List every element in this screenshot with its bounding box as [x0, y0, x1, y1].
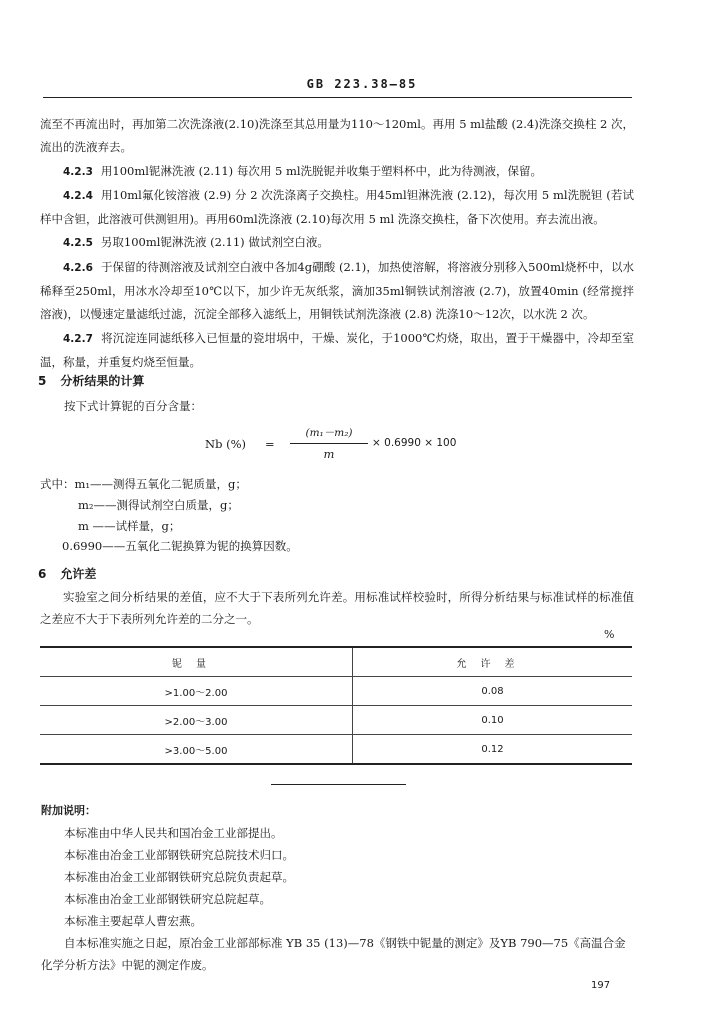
- section-title: 分析结果的计算: [60, 374, 145, 388]
- formula-equals: =: [265, 437, 275, 451]
- where-item: [78, 497, 239, 513]
- section-number: 5: [38, 374, 47, 388]
- table-cell: >2.00～3.00: [40, 706, 353, 735]
- where-item: [40, 476, 247, 492]
- section-6-text: [40, 586, 634, 630]
- section-5-heading: [38, 372, 144, 389]
- section-number: 6: [38, 567, 47, 581]
- table-cell: 0.08: [353, 677, 633, 706]
- clause-text: 另取100ml铌淋洗液 (2.11) 做试剂空白液。: [100, 235, 329, 250]
- where-desc: 五氧化二铌换算为铌的换算因数。: [125, 539, 298, 553]
- where-desc: 试样量，g；: [115, 519, 181, 533]
- column-header: 铌量: [40, 647, 353, 677]
- formula-rhs: × 0.6990 × 100: [372, 437, 457, 449]
- note-line: 本标准由冶金工业部钢铁研究总院技术归口。: [64, 848, 294, 862]
- table-header-row: [40, 647, 632, 677]
- note-line: 本标准由冶金工业部钢铁研究总院起草。: [64, 892, 271, 906]
- clause-4-2-5: [40, 231, 634, 255]
- section-5-intro: 按下式计算铌的百分含量：: [64, 399, 202, 413]
- notes-title: 附加说明：: [41, 804, 96, 817]
- table-row: [40, 706, 632, 735]
- where-symbol: m ——: [78, 519, 116, 533]
- additional-notes: [41, 800, 635, 976]
- clause-4-2-4: [40, 184, 634, 232]
- note-line: 本标准主要起草人曹宏燕。: [64, 914, 202, 928]
- clause-4-2-7: [40, 327, 634, 375]
- formula-denominator: m: [323, 447, 335, 461]
- clause-text: 于保留的待测溶液及试剂空白液中各加4g硼酸 (2.1)，加热使溶解，将溶液分别移入500ml烧杯中，以水稀释至250ml，用冰水冷却至10℃以下，加少许无灰纸浆，滴加35ml铜铁试剂溶液 (2.7)，放置40min (经常搅拌溶液)，以慢速定量滤纸过滤，沉淀全部移入滤纸上，用铜铁试剂洗涤液 (2.8) 洗涤10～12次，以水洗 2 次。: [40, 259, 634, 322]
- header-rule: [43, 97, 632, 98]
- table-cell: 0.12: [353, 735, 633, 765]
- note-line: 自本标准实施之日起，原冶金工业部部标准 YB 35 (13)—78《钢铁中铌量的测定》及YB 790—75《高温合金化学分析方法》中铌的测定作废。: [41, 936, 626, 972]
- unit-label: %: [604, 628, 615, 641]
- where-symbol: m₂——: [78, 498, 117, 512]
- clause-number: 4.2.5: [63, 237, 93, 250]
- clause-text: 用10ml氟化铵溶液 (2.9) 分 2 次洗涤离子交换柱。用45ml钽淋洗液 (2.12)，每次用 5 ml洗脱钽 (若试样中含钽，此溶液可供测钽用)。再用60ml洗涤液 (2.10)每次用 5 ml 洗涤交换柱，备下次使用。弃去流出液。: [40, 187, 634, 227]
- table-row: [40, 677, 632, 706]
- tolerance-paragraph: 实验室之间分析结果的差值，应不大于下表所列允许差。用标准试样校验时，所得分析结果与标准试样的标准值之差应不大于下表所列允许差的二分之一。: [40, 590, 634, 626]
- standard-code-header: GB 223.38—85: [306, 77, 418, 91]
- table-row: [40, 735, 632, 765]
- where-desc: 测得五氧化二铌质量，g；: [113, 477, 247, 491]
- section-6-heading: [38, 565, 96, 582]
- clause-4-2-3: [40, 160, 634, 184]
- column-header: 允许差: [353, 647, 633, 677]
- clause-number: 4.2.6: [63, 261, 93, 274]
- where-item: [62, 538, 298, 554]
- table-cell: >1.00～2.00: [40, 677, 353, 706]
- procedure-text: [40, 113, 634, 374]
- page-number: 197: [591, 980, 611, 991]
- clause-text: 用100ml铌淋洗液 (2.11) 每次用 5 ml洗脱铌并收集于塑料杯中，此为待测液，保留。: [100, 163, 543, 178]
- table-cell: 0.10: [353, 706, 633, 735]
- divider-rule: [271, 784, 406, 785]
- where-desc: 测得试剂空白质量，g；: [116, 498, 239, 512]
- table-cell: >3.00～5.00: [40, 735, 353, 765]
- where-symbol: 0.6990——: [62, 539, 126, 553]
- calculation-formula: [0, 425, 724, 465]
- fraction-bar: [290, 443, 368, 444]
- note-line: 本标准由中华人民共和国冶金工业部提出。: [64, 826, 283, 840]
- paragraph-continued: 流至不再流出时，再加第二次洗涤液(2.10)洗涤至其总用量为110～120ml。再用 5 ml盐酸 (2.4)洗涤交换柱 2 次，流出的洗液弃去。: [40, 117, 634, 155]
- clause-4-2-6: [40, 256, 634, 327]
- clause-number: 4.2.4: [63, 189, 93, 202]
- where-item: [78, 518, 180, 534]
- clause-number: 4.2.7: [63, 332, 93, 345]
- tolerance-table: [40, 646, 632, 765]
- clause-number: 4.2.3: [63, 165, 93, 178]
- note-line: 本标准由冶金工业部钢铁研究总院负责起草。: [64, 870, 294, 884]
- formula-numerator: (m₁－m₂): [305, 427, 353, 439]
- formula-lhs: Nb (%): [205, 437, 246, 451]
- section-title: 允许差: [60, 567, 97, 581]
- clause-text: 将沉淀连同滤纸移入已恒量的瓷坩埚中，干燥、炭化，于1000℃灼烧，取出，置于干燥器中，冷却至室温，称量，并重复灼烧至恒量。: [40, 330, 634, 369]
- where-symbol: 式中：m₁——: [40, 477, 114, 491]
